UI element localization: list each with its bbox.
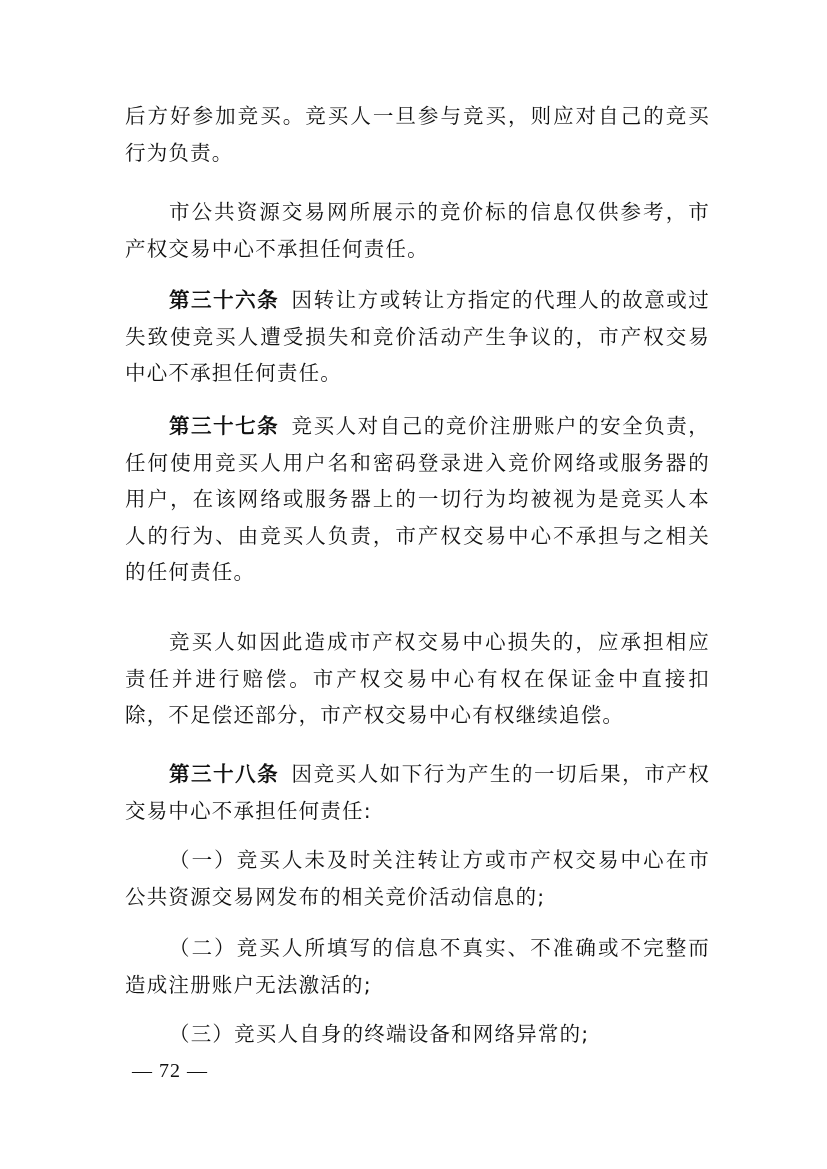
paragraph-text: （三）竞买人自身的终端设备和网络异常的; <box>169 1022 590 1046</box>
paragraph-text: 市公共资源交易网所展示的竞价标的信息仅供参考，市产权交易中心不承担任何责任。 <box>125 200 710 261</box>
paragraph-text: 后方好参加竞买。竞买人一旦参与竞买，则应对自己的竞买行为负责。 <box>125 104 710 165</box>
article-number: 第三十八条 <box>169 762 280 786</box>
article-number: 第三十七条 <box>169 414 280 438</box>
article-38 <box>125 756 710 829</box>
paragraph-text: 竞买人如因此造成市产权交易中心损失的，应承担相应责任并进行赔偿。市产权交易中心有权在保证金中直接扣除，不足偿还部分，市产权交易中心有权继续追偿。 <box>125 630 710 727</box>
article-37 <box>125 408 710 591</box>
paragraph-2 <box>125 194 710 267</box>
paragraph-1 <box>125 98 710 171</box>
article-number: 第三十六条 <box>169 288 280 312</box>
paragraph-text: （二）竞买人所填写的信息不真实、不准确或不完整而造成注册账户无法激活的; <box>125 936 710 997</box>
article-36 <box>125 282 710 392</box>
page-number: — 72 — <box>132 1060 208 1082</box>
list-item-3 <box>125 1016 710 1053</box>
paragraph-text: 竞买人对自己的竞价注册账户的安全负责，任何使用竞买人用户名和密码登录进入竞价网络或服务器的用户，在该网络或服务器上的一切行为均被视为是竞买人本人的行为、由竞买人负责，市产权交易中心不承担与之相关的任何责任。 <box>125 414 710 584</box>
paragraph-text: （一）竞买人未及时关注转让方或市产权交易中心在市公共资源交易网发布的相关竞价活动信息的; <box>125 848 710 909</box>
paragraph-text: 因竞买人如下行为产生的一切后果，市产权交易中心不承担任何责任: <box>125 762 710 823</box>
list-item-2 <box>125 930 710 1003</box>
paragraph-text: 因转让方或转让方指定的代理人的故意或过失致使竞买人遭受损失和竞价活动产生争议的，市产权交易中心不承担任何责任。 <box>125 288 710 385</box>
list-item-1 <box>125 842 710 915</box>
paragraph-5 <box>125 624 710 734</box>
